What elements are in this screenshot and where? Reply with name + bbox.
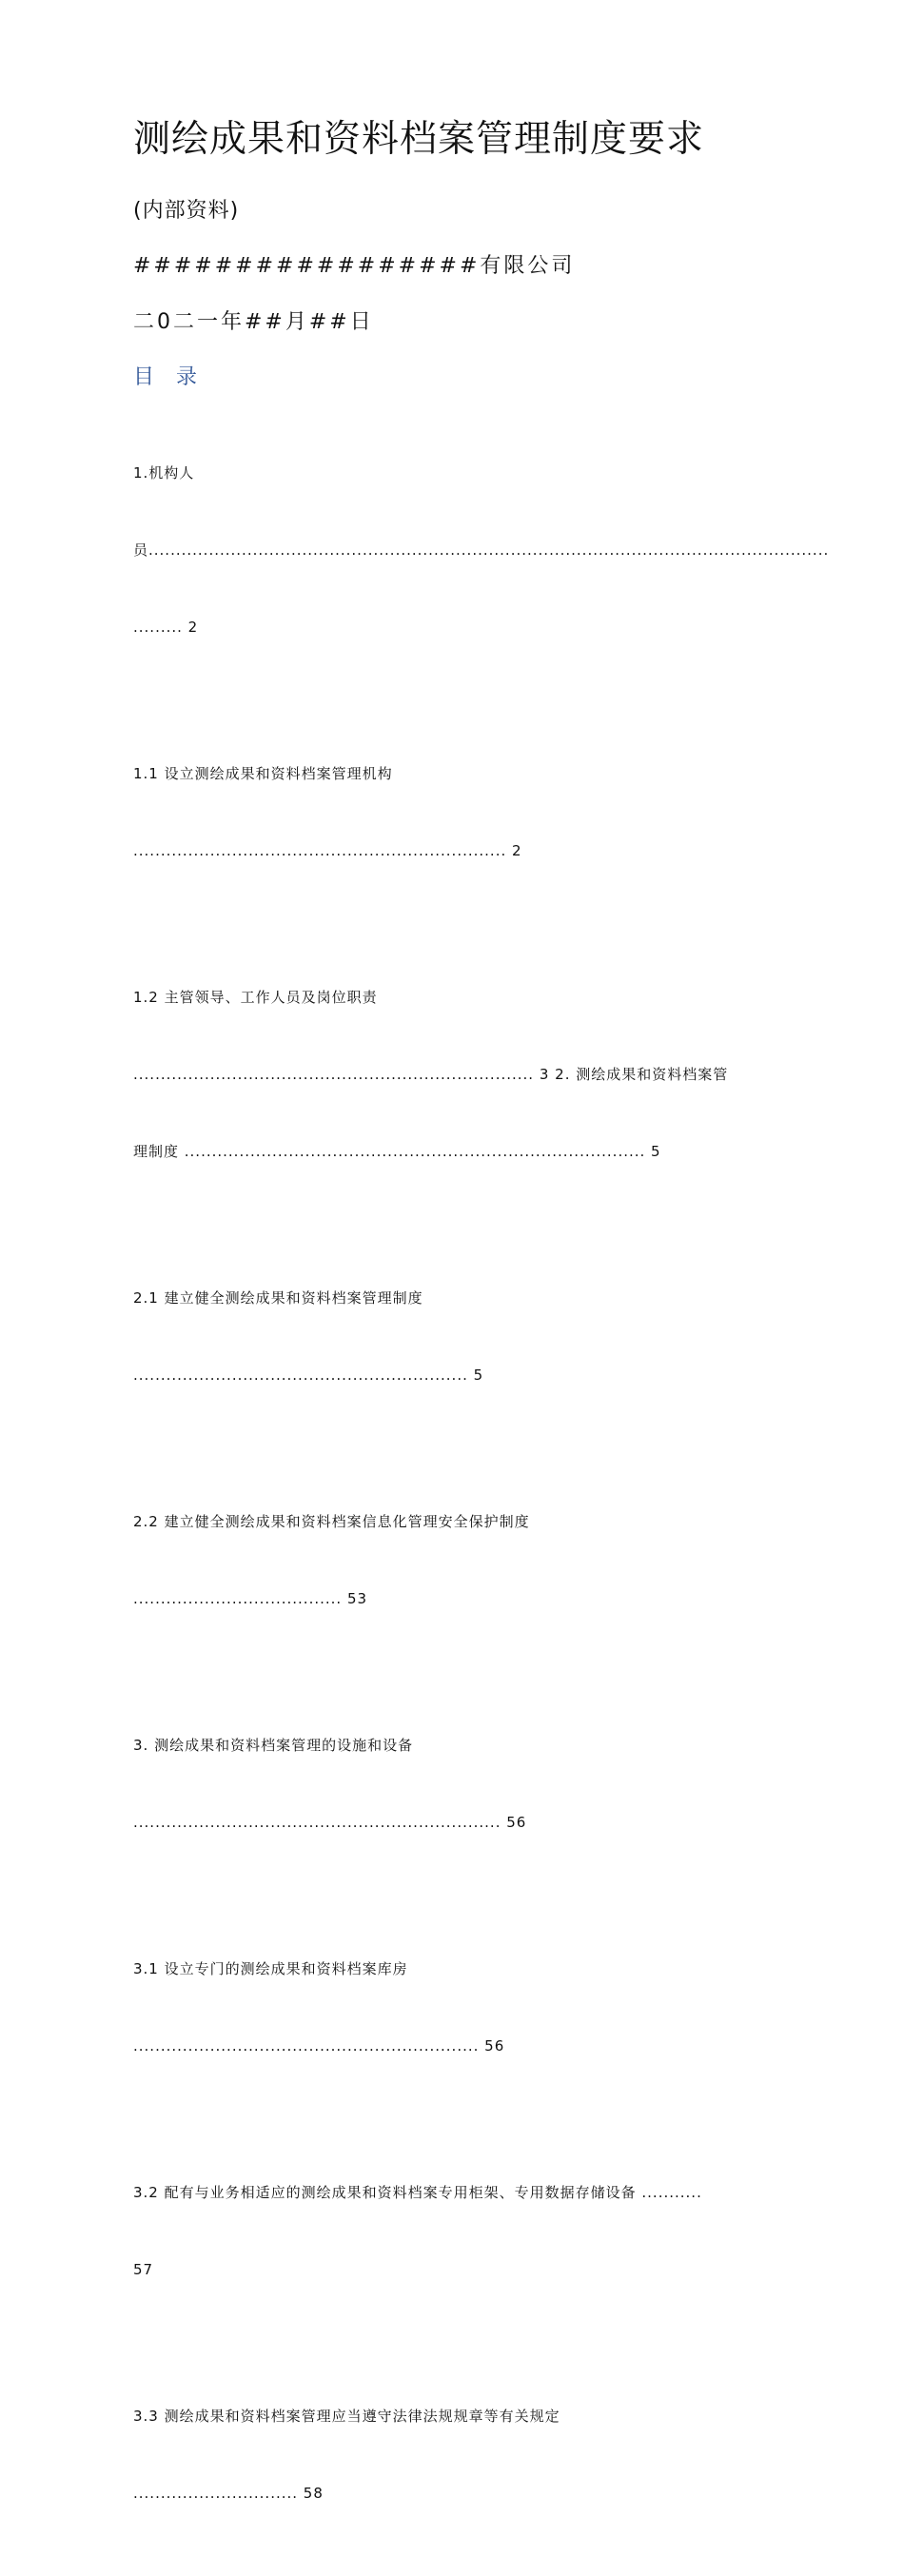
toc-entry[interactable]: [133, 1234, 780, 1440]
toc-entry[interactable]: [133, 2352, 780, 2558]
toc-entry-line: ...................................... 53: [133, 1590, 368, 1607]
toc-entry-line: ............................................................. 5: [133, 1367, 484, 1384]
toc-entry-line: ................................................................... 56: [133, 1814, 527, 1831]
toc-entry[interactable]: [133, 1905, 780, 2111]
toc-entry[interactable]: [133, 1458, 780, 1663]
toc-entry[interactable]: [133, 934, 780, 1216]
toc-entry-line: 3.2 配有与业务相适应的测绘成果和资料档案专用柜架、专用数据存储设备 ...........: [133, 2184, 702, 2201]
toc-entry[interactable]: [133, 1681, 780, 1887]
toc-entry-line: 3. 测绘成果和资料档案管理的设施和设备: [133, 1737, 414, 1754]
document-date: 二0二一年##月##日: [133, 310, 374, 334]
toc-entry-line: ......... 2: [133, 619, 199, 636]
toc-entry-line: 1.2 主管领导、工作人员及岗位职责: [133, 989, 378, 1006]
document-title: 测绘成果和资料档案管理制度要求: [133, 118, 705, 161]
table-of-contents: [133, 409, 830, 2576]
toc-entry[interactable]: [133, 2129, 780, 2334]
toc-entry-line: 1.机构人: [133, 464, 195, 482]
toc-entry-line: .............................. 58: [133, 2485, 324, 2502]
toc-entry-line: .................................................................... 2: [133, 842, 522, 859]
toc-entry-line: 理制度 .................................................................................... 5: [133, 1143, 661, 1160]
toc-entry-line: 员............................................................................................................................: [133, 541, 830, 559]
toc-entry-line: ............................................................... 56: [133, 2037, 505, 2055]
company-name: #################有限公司: [133, 254, 576, 278]
toc-entry-line: 3.3 测绘成果和资料档案管理应当遵守法律法规规章等有关规定: [133, 2408, 560, 2425]
toc-entry-line: 2.2 建立健全测绘成果和资料档案信息化管理安全保护制度: [133, 1513, 530, 1530]
toc-entry[interactable]: [133, 409, 830, 692]
toc-entry-line: ......................................................................... 3 2. 测绘成果和资料档案管: [133, 1066, 729, 1083]
toc-entry[interactable]: [133, 710, 780, 915]
toc-entry-line: 1.1 设立测绘成果和资料档案管理机构: [133, 765, 393, 782]
document-subtitle: (内部资料): [133, 199, 240, 223]
toc-entry-line: 3.1 设立专门的测绘成果和资料档案库房: [133, 1960, 408, 1977]
toc-heading: 目 录: [133, 365, 205, 389]
toc-entry-line: 57: [133, 2261, 154, 2278]
toc-entry-line: 2.1 建立健全测绘成果和资料档案管理制度: [133, 1289, 423, 1307]
